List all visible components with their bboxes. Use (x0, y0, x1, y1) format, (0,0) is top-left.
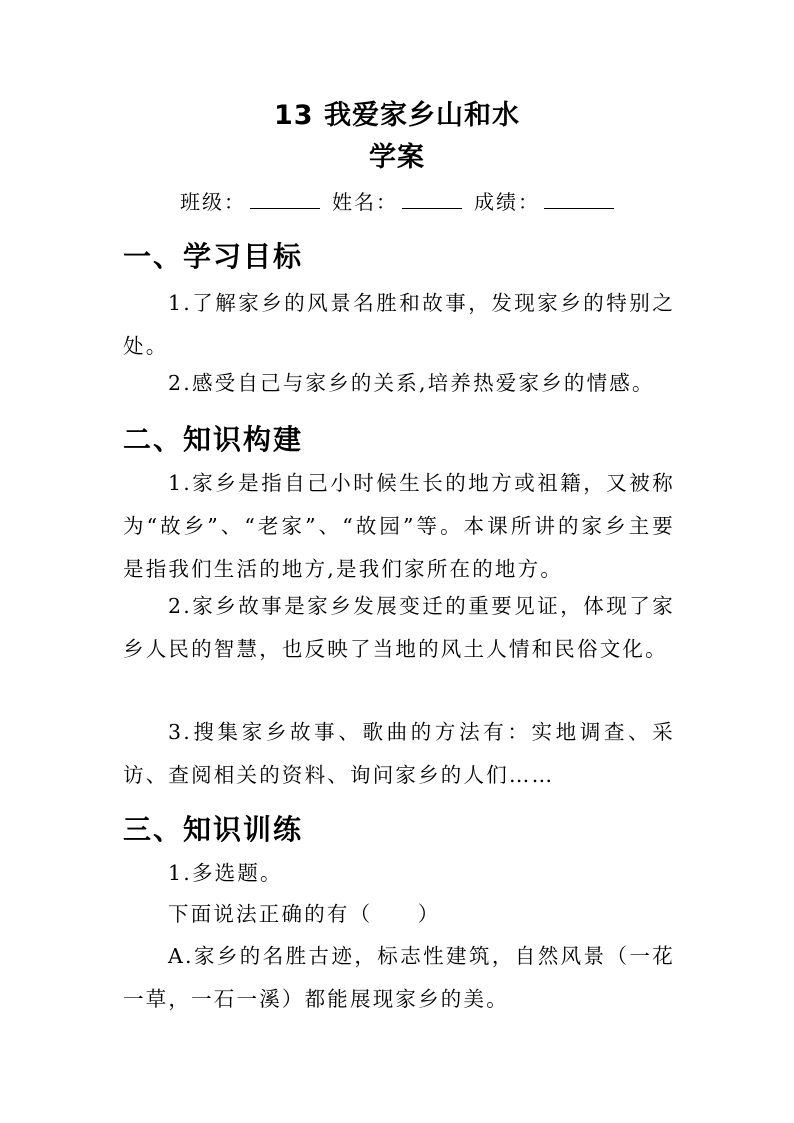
section-heading-learning-goals: 一、学习目标 (123, 240, 304, 273)
name-blank[interactable] (402, 186, 462, 209)
class-blank[interactable] (250, 186, 320, 209)
student-info-line (0, 186, 794, 218)
document-subtitle: 学案 (369, 142, 425, 173)
question-type-label: 1.多选题。 (168, 861, 283, 885)
section-heading-knowledge-building: 二、知识构建 (123, 423, 304, 456)
knowledge-paragraph-2: 2.家乡故事是家乡发展变迁的重要见证，体现了家乡人民的智慧，也反映了当地的风土人情和民俗文化。 (123, 594, 675, 661)
goal-paragraph-1: 1.了解家乡的风景名胜和故事，发现家乡的特别之处。 (123, 291, 675, 358)
score-label: 成绩： (474, 190, 540, 214)
question-stem: 下面说法正确的有（ ） (168, 902, 441, 926)
class-label: 班级： (180, 190, 246, 214)
name-label: 姓名： (332, 190, 398, 214)
score-blank[interactable] (544, 186, 614, 209)
option-a: A.家乡的名胜古迹，标志性建筑，自然风景（一花一草，一石一溪）都能展现家乡的美。 (123, 944, 675, 1011)
section-heading-knowledge-training: 三、知识训练 (123, 813, 304, 846)
goal-paragraph-2: 2.感受自己与家乡的关系,培养热爱家乡的情感。 (168, 371, 655, 395)
knowledge-paragraph-1: 1.家乡是指自己小时候生长的地方或祖籍，又被称为“故乡”、“老家”、“故园”等。本课所讲的家乡主要是指我们生活的地方,是我们家所在的地方。 (123, 471, 675, 581)
knowledge-paragraph-3: 3.搜集家乡故事、歌曲的方法有：实地调查、采访、查阅相关的资料、询问家乡的人们…… (123, 720, 675, 787)
document-title: 13 我爱家乡山和水 (274, 100, 520, 131)
